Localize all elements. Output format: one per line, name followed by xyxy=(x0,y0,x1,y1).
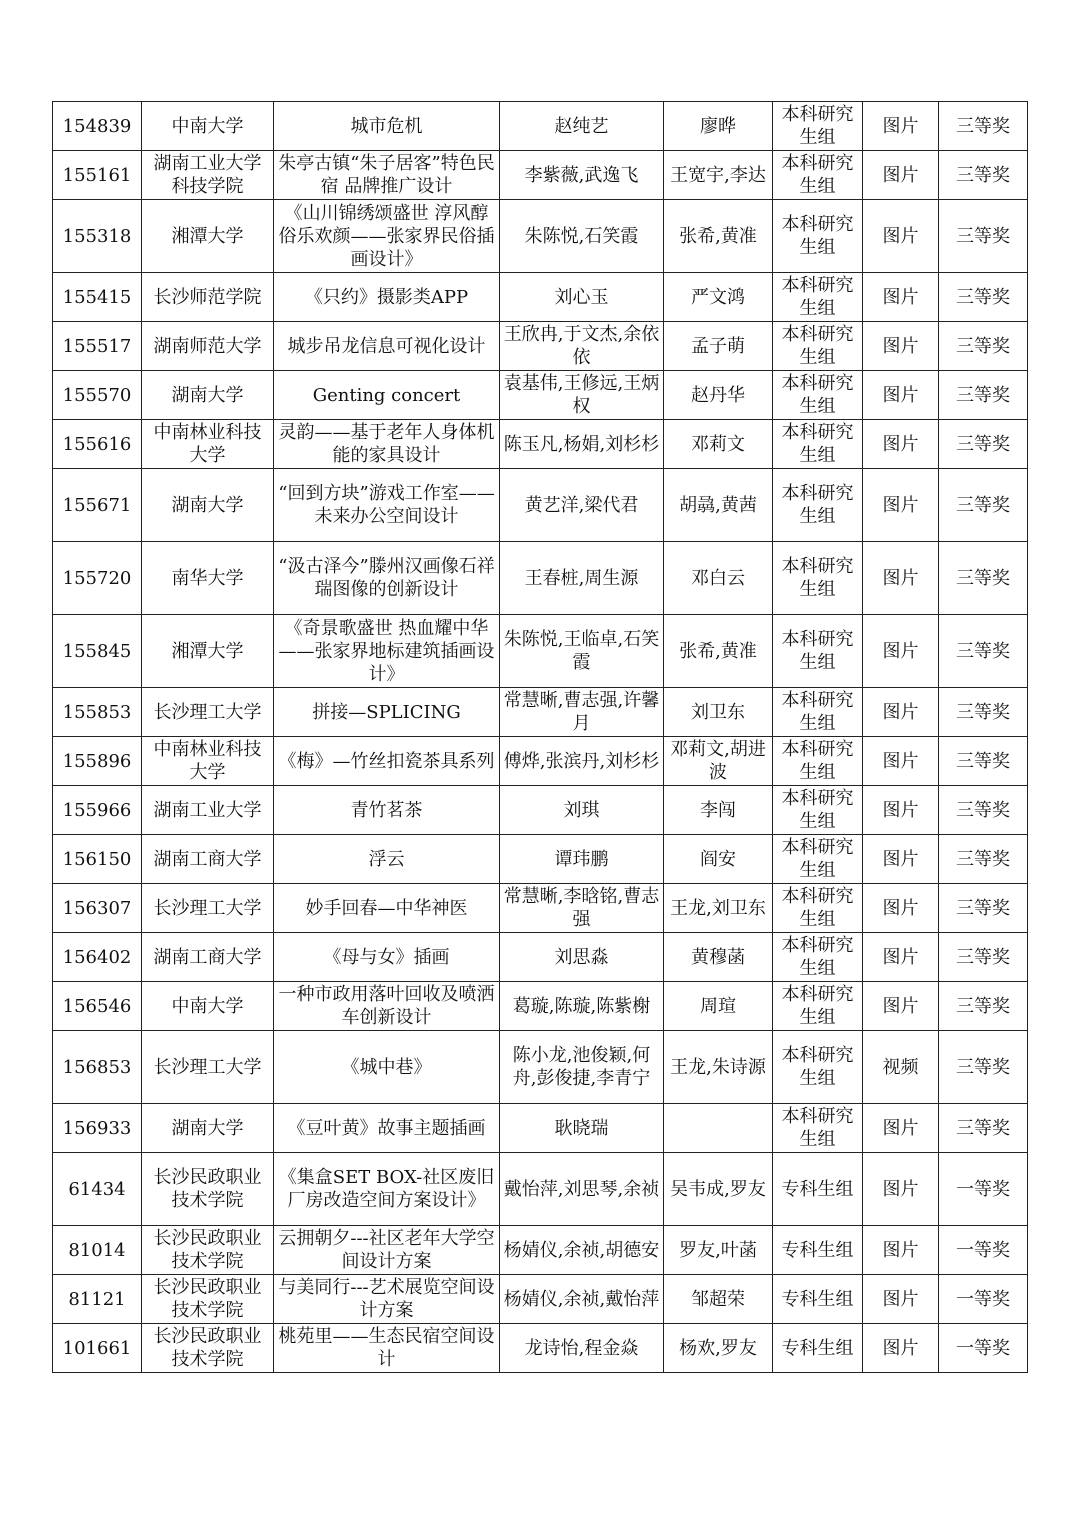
media-type: 图片 xyxy=(863,615,939,688)
advisor: 胡骉,黄茜 xyxy=(664,469,773,542)
entry-id: 81121 xyxy=(53,1275,142,1324)
school-name: 湖南大学 xyxy=(142,469,274,542)
award-level: 三等奖 xyxy=(939,688,1028,737)
entry-id: 156307 xyxy=(53,884,142,933)
group: 本科研究生组 xyxy=(773,737,863,786)
school-name: 湖南工商大学 xyxy=(142,835,274,884)
entry-id: 156150 xyxy=(53,835,142,884)
advisor: 阎安 xyxy=(664,835,773,884)
school-name: 中南大学 xyxy=(142,982,274,1031)
media-type: 图片 xyxy=(863,469,939,542)
work-title: Genting concert xyxy=(274,371,500,420)
authors: 谭玮鹏 xyxy=(500,835,664,884)
school-name: 湖南大学 xyxy=(142,371,274,420)
table-row xyxy=(53,982,1028,1031)
group: 本科研究生组 xyxy=(773,982,863,1031)
award-level: 三等奖 xyxy=(939,737,1028,786)
work-title: 桃苑里——生态民宿空间设计 xyxy=(274,1324,500,1373)
group: 本科研究生组 xyxy=(773,371,863,420)
entry-id: 155415 xyxy=(53,273,142,322)
advisor: 杨欢,罗友 xyxy=(664,1324,773,1373)
advisor: 吴韦成,罗友 xyxy=(664,1153,773,1226)
entry-id: 156933 xyxy=(53,1104,142,1153)
advisor: 李闯 xyxy=(664,786,773,835)
award-level: 一等奖 xyxy=(939,1324,1028,1373)
award-level: 三等奖 xyxy=(939,786,1028,835)
group: 专科生组 xyxy=(773,1226,863,1275)
table-row xyxy=(53,1153,1028,1226)
award-level: 三等奖 xyxy=(939,420,1028,469)
group: 专科生组 xyxy=(773,1153,863,1226)
school-name: 中南大学 xyxy=(142,102,274,151)
authors: 杨婧仪,余祯,戴怡萍 xyxy=(500,1275,664,1324)
group: 本科研究生组 xyxy=(773,884,863,933)
group: 本科研究生组 xyxy=(773,542,863,615)
media-type: 图片 xyxy=(863,982,939,1031)
entry-id: 155616 xyxy=(53,420,142,469)
advisor: 孟子萌 xyxy=(664,322,773,371)
school-name: 湖南工业大学科技学院 xyxy=(142,151,274,200)
media-type: 图片 xyxy=(863,200,939,273)
school-name: 长沙民政职业技术学院 xyxy=(142,1153,274,1226)
table-row xyxy=(53,884,1028,933)
authors: 刘心玉 xyxy=(500,273,664,322)
advisor: 王宽宇,李达 xyxy=(664,151,773,200)
award-level: 三等奖 xyxy=(939,102,1028,151)
school-name: 长沙理工大学 xyxy=(142,688,274,737)
media-type: 图片 xyxy=(863,1153,939,1226)
table-row xyxy=(53,737,1028,786)
award-level: 三等奖 xyxy=(939,884,1028,933)
advisor: 刘卫东 xyxy=(664,688,773,737)
media-type: 图片 xyxy=(863,102,939,151)
group: 本科研究生组 xyxy=(773,469,863,542)
work-title: 城步吊龙信息可视化设计 xyxy=(274,322,500,371)
advisor: 王龙,刘卫东 xyxy=(664,884,773,933)
table-row xyxy=(53,688,1028,737)
media-type: 图片 xyxy=(863,1226,939,1275)
work-title: 《奇景歌盛世 热血耀中华——张家界地标建筑插画设计》 xyxy=(274,615,500,688)
advisor: 罗友,叶菡 xyxy=(664,1226,773,1275)
group: 本科研究生组 xyxy=(773,102,863,151)
group: 本科研究生组 xyxy=(773,151,863,200)
entry-id: 155161 xyxy=(53,151,142,200)
group: 本科研究生组 xyxy=(773,1104,863,1153)
work-title: 《集盒SET BOX-社区废旧厂房改造空间方案设计》 xyxy=(274,1153,500,1226)
work-title: 《只约》摄影类APP xyxy=(274,273,500,322)
advisor: 严文鸿 xyxy=(664,273,773,322)
authors: 刘琪 xyxy=(500,786,664,835)
advisor: 张希,黄准 xyxy=(664,200,773,273)
table-row xyxy=(53,102,1028,151)
entry-id: 155671 xyxy=(53,469,142,542)
award-level: 三等奖 xyxy=(939,933,1028,982)
authors: 黄艺洋,梁代君 xyxy=(500,469,664,542)
authors: 袁基伟,王修远,王炳权 xyxy=(500,371,664,420)
authors: 常慧晰,曹志强,许馨月 xyxy=(500,688,664,737)
advisor: 张希,黄准 xyxy=(664,615,773,688)
authors: 耿晓瑞 xyxy=(500,1104,664,1153)
authors: 王欣冉,于文杰,余依依 xyxy=(500,322,664,371)
entry-id: 154839 xyxy=(53,102,142,151)
table-row xyxy=(53,273,1028,322)
group: 专科生组 xyxy=(773,1275,863,1324)
advisor: 赵丹华 xyxy=(664,371,773,420)
school-name: 湘潭大学 xyxy=(142,200,274,273)
entry-id: 156402 xyxy=(53,933,142,982)
work-title: 《山川锦绣颂盛世 淳风醇俗乐欢颜——张家界民俗插画设计》 xyxy=(274,200,500,273)
media-type: 图片 xyxy=(863,542,939,615)
group: 本科研究生组 xyxy=(773,322,863,371)
work-title: 《城中巷》 xyxy=(274,1031,500,1104)
work-title: 与美同行---艺术展览空间设计方案 xyxy=(274,1275,500,1324)
entry-id: 155720 xyxy=(53,542,142,615)
entry-id: 156853 xyxy=(53,1031,142,1104)
authors: 赵纯艺 xyxy=(500,102,664,151)
entry-id: 155517 xyxy=(53,322,142,371)
school-name: 长沙理工大学 xyxy=(142,1031,274,1104)
entry-id: 155853 xyxy=(53,688,142,737)
media-type: 图片 xyxy=(863,322,939,371)
work-title: 妙手回春—中华神医 xyxy=(274,884,500,933)
school-name: 长沙民政职业技术学院 xyxy=(142,1226,274,1275)
media-type: 图片 xyxy=(863,420,939,469)
group: 本科研究生组 xyxy=(773,273,863,322)
school-name: 南华大学 xyxy=(142,542,274,615)
work-title: 灵韵——基于老年人身体机能的家具设计 xyxy=(274,420,500,469)
award-level: 三等奖 xyxy=(939,542,1028,615)
media-type: 图片 xyxy=(863,688,939,737)
group: 本科研究生组 xyxy=(773,835,863,884)
advisor: 邓白云 xyxy=(664,542,773,615)
group: 本科研究生组 xyxy=(773,933,863,982)
school-name: 湖南师范大学 xyxy=(142,322,274,371)
media-type: 图片 xyxy=(863,737,939,786)
table-row xyxy=(53,420,1028,469)
advisor: 廖晔 xyxy=(664,102,773,151)
media-type: 图片 xyxy=(863,884,939,933)
advisor: 王龙,朱诗源 xyxy=(664,1031,773,1104)
award-level: 一等奖 xyxy=(939,1275,1028,1324)
table-row xyxy=(53,371,1028,420)
award-level: 一等奖 xyxy=(939,1153,1028,1226)
authors: 杨婧仪,余祯,胡德安 xyxy=(500,1226,664,1275)
media-type: 图片 xyxy=(863,1324,939,1373)
school-name: 中南林业科技大学 xyxy=(142,737,274,786)
award-level: 三等奖 xyxy=(939,615,1028,688)
school-name: 湖南工商大学 xyxy=(142,933,274,982)
award-level: 三等奖 xyxy=(939,151,1028,200)
work-title: 《母与女》插画 xyxy=(274,933,500,982)
authors: 王春桩,周生源 xyxy=(500,542,664,615)
award-level: 一等奖 xyxy=(939,1226,1028,1275)
award-level: 三等奖 xyxy=(939,469,1028,542)
authors: 葛璇,陈璇,陈紫榭 xyxy=(500,982,664,1031)
media-type: 视频 xyxy=(863,1031,939,1104)
group: 本科研究生组 xyxy=(773,615,863,688)
award-results-table xyxy=(52,101,1028,1373)
table-row xyxy=(53,542,1028,615)
authors: 朱陈悦,王临卓,石笑霞 xyxy=(500,615,664,688)
work-title: 云拥朝夕---社区老年大学空间设计方案 xyxy=(274,1226,500,1275)
work-title: 一种市政用落叶回收及喷洒车创新设计 xyxy=(274,982,500,1031)
award-level: 三等奖 xyxy=(939,1104,1028,1153)
school-name: 长沙民政职业技术学院 xyxy=(142,1324,274,1373)
advisor xyxy=(664,1104,773,1153)
school-name: 湖南大学 xyxy=(142,1104,274,1153)
media-type: 图片 xyxy=(863,933,939,982)
table-row xyxy=(53,1226,1028,1275)
school-name: 中南林业科技大学 xyxy=(142,420,274,469)
group: 本科研究生组 xyxy=(773,786,863,835)
school-name: 长沙民政职业技术学院 xyxy=(142,1275,274,1324)
authors: 傅烨,张滨丹,刘杉杉 xyxy=(500,737,664,786)
media-type: 图片 xyxy=(863,786,939,835)
authors: 朱陈悦,石笑霞 xyxy=(500,200,664,273)
award-level: 三等奖 xyxy=(939,982,1028,1031)
work-title: “汲古泽今”滕州汉画像石祥瑞图像的创新设计 xyxy=(274,542,500,615)
group: 本科研究生组 xyxy=(773,420,863,469)
authors: 戴怡萍,刘思琴,余祯 xyxy=(500,1153,664,1226)
group: 本科研究生组 xyxy=(773,1031,863,1104)
entry-id: 155966 xyxy=(53,786,142,835)
table-row xyxy=(53,615,1028,688)
advisor: 邹超荣 xyxy=(664,1275,773,1324)
advisor: 周瑄 xyxy=(664,982,773,1031)
advisor: 邓莉文 xyxy=(664,420,773,469)
award-level: 三等奖 xyxy=(939,835,1028,884)
media-type: 图片 xyxy=(863,1275,939,1324)
award-level: 三等奖 xyxy=(939,371,1028,420)
work-title: 拼接—SPLICING xyxy=(274,688,500,737)
table-row xyxy=(53,151,1028,200)
advisor: 邓莉文,胡进波 xyxy=(664,737,773,786)
entry-id: 155896 xyxy=(53,737,142,786)
entry-id: 81014 xyxy=(53,1226,142,1275)
entry-id: 156546 xyxy=(53,982,142,1031)
work-title: 青竹茗茶 xyxy=(274,786,500,835)
school-name: 湘潭大学 xyxy=(142,615,274,688)
authors: 李紫薇,武逸飞 xyxy=(500,151,664,200)
authors: 陈玉凡,杨娟,刘杉杉 xyxy=(500,420,664,469)
award-level: 三等奖 xyxy=(939,1031,1028,1104)
table-row xyxy=(53,1275,1028,1324)
authors: 陈小龙,池俊颖,何舟,彭俊捷,李青宁 xyxy=(500,1031,664,1104)
table-row xyxy=(53,933,1028,982)
entry-id: 101661 xyxy=(53,1324,142,1373)
entry-id: 155570 xyxy=(53,371,142,420)
table-row xyxy=(53,200,1028,273)
media-type: 图片 xyxy=(863,371,939,420)
work-title: “回到方块”游戏工作室——未来办公空间设计 xyxy=(274,469,500,542)
work-title: 城市危机 xyxy=(274,102,500,151)
advisor: 黄穆菡 xyxy=(664,933,773,982)
table-row xyxy=(53,322,1028,371)
table-row xyxy=(53,1104,1028,1153)
entry-id: 155318 xyxy=(53,200,142,273)
work-title: 朱亭古镇“朱子居客”特色民宿 品牌推广设计 xyxy=(274,151,500,200)
media-type: 图片 xyxy=(863,151,939,200)
media-type: 图片 xyxy=(863,1104,939,1153)
work-title: 《豆叶黄》故事主题插画 xyxy=(274,1104,500,1153)
table-row xyxy=(53,786,1028,835)
award-level: 三等奖 xyxy=(939,322,1028,371)
authors: 龙诗怡,程金焱 xyxy=(500,1324,664,1373)
group: 本科研究生组 xyxy=(773,200,863,273)
entry-id: 155845 xyxy=(53,615,142,688)
award-level: 三等奖 xyxy=(939,273,1028,322)
authors: 刘思淼 xyxy=(500,933,664,982)
award-level: 三等奖 xyxy=(939,200,1028,273)
table-row xyxy=(53,1324,1028,1373)
authors: 常慧晰,李晗铭,曹志强 xyxy=(500,884,664,933)
group: 本科研究生组 xyxy=(773,688,863,737)
school-name: 长沙理工大学 xyxy=(142,884,274,933)
entry-id: 61434 xyxy=(53,1153,142,1226)
group: 专科生组 xyxy=(773,1324,863,1373)
table-row xyxy=(53,1031,1028,1104)
school-name: 湖南工业大学 xyxy=(142,786,274,835)
school-name: 长沙师范学院 xyxy=(142,273,274,322)
work-title: 浮云 xyxy=(274,835,500,884)
media-type: 图片 xyxy=(863,835,939,884)
work-title: 《梅》—竹丝扣瓷茶具系列 xyxy=(274,737,500,786)
table-row xyxy=(53,835,1028,884)
table-row xyxy=(53,469,1028,542)
media-type: 图片 xyxy=(863,273,939,322)
